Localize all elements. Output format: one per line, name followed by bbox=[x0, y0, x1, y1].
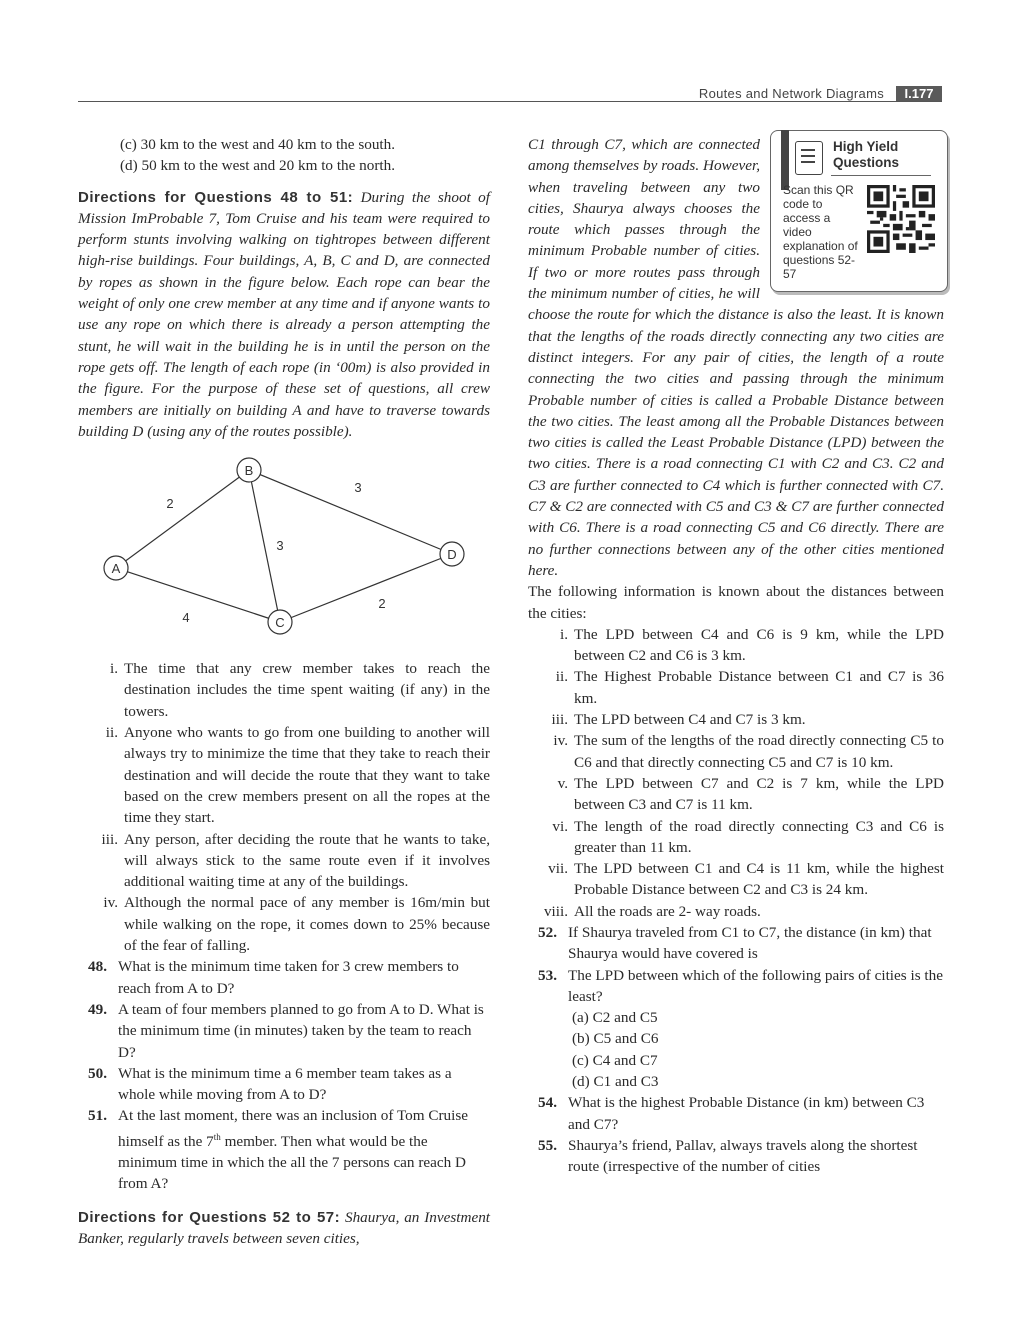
facts-list bbox=[528, 624, 944, 922]
fact-item: iii. The LPD between C4 and C7 is 3 km. bbox=[551, 711, 806, 729]
question-53: 53. The LPD between which of the following pairs of cities is the least? bbox=[538, 966, 943, 1005]
fact-item: i. The LPD between C4 and C6 is 9 km, while the LPD between C2 and C6 is 3 km. bbox=[559, 625, 944, 665]
rule-item: iii. Any person, after deciding the route that he wants to take, will always stick to the same route even if it involves additional waiting time at any of the buildings. bbox=[101, 830, 490, 891]
document-icon bbox=[795, 141, 823, 175]
qr-code-icon[interactable] bbox=[867, 185, 935, 253]
question-51: 51. At the last moment, there was an inclusion of Tom Cruise himself as the 7th member. Then what would be the minimum time in which the all the 7 persons can reach D from A? bbox=[88, 1107, 469, 1193]
fact-item: ii. The Highest Probable Distance between C1 and C7 is 36 km. bbox=[555, 668, 944, 707]
directions-52-57-label: Directions for Questions 52 to 57: bbox=[78, 1208, 341, 1226]
rule-item: iv. Although the normal pace of any member is 16m/min but while walking on the rope, it comes down to 25% because of the fear of falling. bbox=[103, 894, 490, 955]
question-53-option-c: (c) C4 and C7 bbox=[572, 1051, 658, 1069]
node-c-label: C bbox=[275, 615, 285, 631]
rule-item: ii. Anyone who wants to go from one building to another will always try to minimize the time that they take to reach their destination and will decide the route that they want to take based on the crew members present on all the ropes at the time they start. bbox=[105, 724, 490, 827]
edge-bd-label: 3 bbox=[354, 480, 362, 496]
question-55: 55. Shaurya’s friend, Pallav, always travels along the shortest route (irrespective of the number of cities bbox=[538, 1136, 918, 1176]
question-48: 48. What is the minimum time taken for 3 crew members to reach from A to D? bbox=[88, 958, 459, 997]
directions-52-57-text: Shaurya, an Investment Banker, regularly travels between seven cities, bbox=[78, 1208, 491, 1247]
question-50: 50. What is the minimum time a 6 member team takes as a whole while moving from A to D? bbox=[88, 1064, 452, 1104]
directions-48-51-text: During the shoot of Mission ImProbable 7, Tom Cruise and his team were required to perform stunts involving walking on tightropes between different high-rise buildings. Four buildings, A, B, C and D, are connected by ropes as shown in the figure below. Each rope can bear the weight of only one crew member at any time and if anyone wants to use any rope on which there is already a person attempting the stunt, he will wait in the building he is in until the person on the rope gets off. The length of each rope (in ‘00m) is also provided in the figure. For the purpose of these set of questions, all crew members are initially on building A and have to traverse towards building D (using any of the routes possible). bbox=[78, 188, 490, 440]
qr-box-rule bbox=[831, 175, 931, 176]
qr-box-text: Scan this QR code to access a video explanation of questions 52-57 bbox=[783, 183, 858, 281]
prev-option-d: (d) 50 km to the west and 20 km to the north. bbox=[120, 157, 396, 175]
question-54: 54. What is the highest Probable Distance (in km) between C3 and C7? bbox=[538, 1094, 925, 1133]
node-b-label: B bbox=[244, 463, 254, 479]
fact-item: vii. The LPD between C1 and C4 is 11 km, while the highest Probable Distance between C2 and C3 is 24 km. bbox=[548, 860, 944, 899]
question-53-option-d: (d) C1 and C3 bbox=[572, 1073, 659, 1091]
question-53-option-b: (b) C5 and C6 bbox=[572, 1030, 659, 1048]
fact-item: iv. The sum of the lengths of the road directly connecting C5 to C6 and that directly connecting C5 and C7 is 10 km. bbox=[553, 732, 944, 771]
left-column bbox=[78, 134, 490, 1249]
directions-48-51-label: Directions for Questions 48 to 51: bbox=[78, 188, 354, 206]
running-title: Routes and Network Diagrams bbox=[698, 86, 884, 101]
edge-cd-label: 2 bbox=[378, 596, 386, 612]
prev-option-c: (c) 30 km to the west and 40 km to the south. bbox=[120, 136, 396, 153]
rules-list bbox=[78, 658, 490, 956]
question-52: 52. If Shaurya traveled from C1 to C7, the distance (in km) that Shaurya would have covered is bbox=[538, 923, 932, 963]
qr-box-tab bbox=[781, 130, 789, 190]
qr-box-title: High Yield Questions bbox=[833, 139, 900, 170]
right-column bbox=[528, 134, 944, 1178]
edge-bc-label: 3 bbox=[276, 538, 284, 554]
edge-bc bbox=[249, 470, 280, 622]
fact-item: v. The LPD between C7 and C2 is 7 km, while the LPD between C3 and C7 is 11 km. bbox=[557, 774, 944, 814]
edge-ac-label: 4 bbox=[182, 610, 190, 626]
fact-item: viii. All the roads are 2- way roads. bbox=[543, 902, 761, 920]
rule-item: i. The time that any crew member takes to reach the destination includes the time spent waiting (if any) in the towers. bbox=[109, 660, 490, 720]
directions-52-57-continued: C1 through C7, which are connected among themselves by roads. However, when traveling between any two cities, Shaurya always chooses the route which passes through the minimum Probable number of cities. If two or more routes pass through the minimum number of cities, he will choose the route for which the distance is also the least. It is known that the lengths of the roads directly connecting any two cities are distinct integers. For any pair of cities, the length of a route connecting the two cities and passing through the minimum Probable number of cities is called a Probable Distance between the two cities. The least among all the Probable Distances between two cities is called the Least Probable Distance (LPD) between the two cities. There is a road connecting C1 with C2 and C3. C2 and C3 are further connected to C4 which is further connected with C7. C7 & C2 are connected with C5 and C3 & C7 are further connected with C6. There is a road connecting C5 and C6 directly. There are no further connections between any of the other cities mentioned here. bbox=[528, 136, 944, 579]
edge-ab-label: 2 bbox=[166, 496, 174, 512]
fact-item: vi. The length of the road directly connecting C3 and C6 is greater than 11 km. bbox=[552, 817, 944, 856]
directions-48-51 bbox=[78, 187, 490, 443]
edge-ac bbox=[116, 568, 280, 622]
node-a-label: A bbox=[111, 561, 121, 577]
edge-cd bbox=[280, 554, 452, 622]
header-rule bbox=[78, 101, 942, 102]
question-53-option-a: (a) C2 and C5 bbox=[572, 1009, 658, 1027]
question-49: 49. A team of four members planned to go from A to D. What is the minimum time (in minutes) taken by the team to reach D? bbox=[88, 1000, 484, 1061]
page-number: I.177 bbox=[896, 86, 942, 102]
questions-48-51 bbox=[78, 956, 490, 1194]
edge-ab bbox=[116, 470, 249, 568]
high-yield-qr-box bbox=[770, 130, 948, 292]
info-intro: The following information is known about the distances between the cities: bbox=[528, 583, 944, 622]
node-d-label: D bbox=[447, 547, 457, 563]
directions-52-57 bbox=[78, 1207, 490, 1250]
rope-network-diagram bbox=[96, 454, 476, 644]
